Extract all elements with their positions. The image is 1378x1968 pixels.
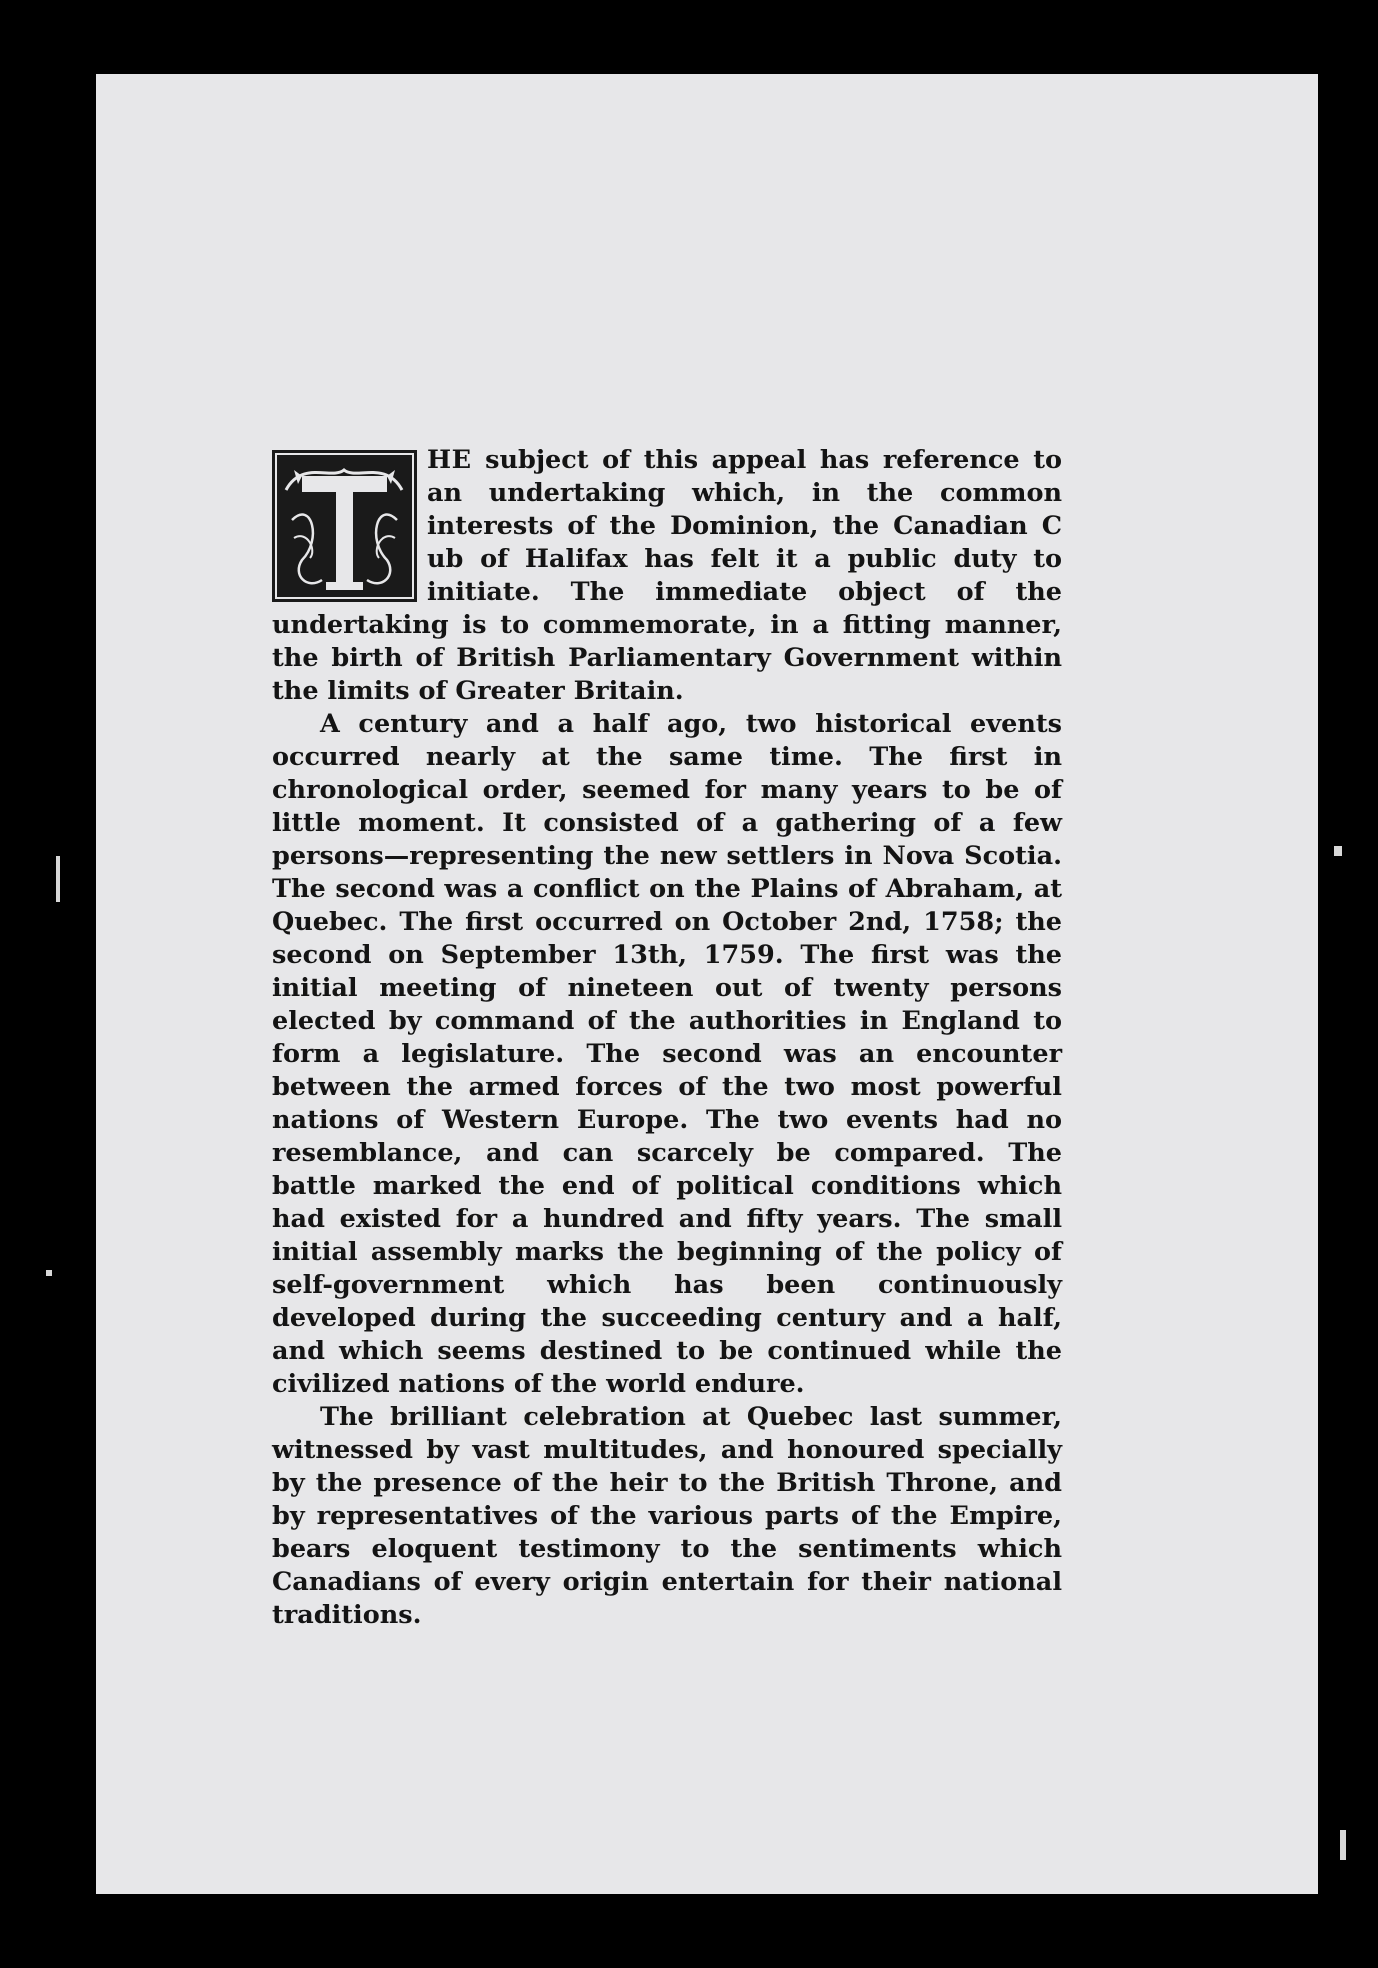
document-page: [96, 74, 1318, 1894]
paragraph-1-text: subject of this appeal has reference to an undertaking which, in the common interests of the Dominion, the Canadian C ub of Halifax has felt it a public duty to initiate. The immediate object of the undertaking is to commemorate, in a fitting manner, the birth of British Parliamentary Government within the limits of Greater Britain.: [272, 445, 1062, 706]
paragraph-1: [272, 444, 1062, 708]
paragraph-1-lead: HE: [427, 445, 472, 475]
drop-cap-ornament: [272, 450, 417, 602]
scan-artifact: [46, 1270, 52, 1276]
scan-artifact: [56, 856, 60, 902]
paragraph-3: The brilliant celebration at Quebec last summer, witnessed by vast multitudes, and honoured specially by the presence of the heir to the British Throne, and by representatives of the various parts of the Empire, bears eloquent testimony to the sentiments which Canadians of every origin entertain for their national traditions.: [272, 1402, 1062, 1630]
paragraph-2: A century and a half ago, two historical events occurred nearly at the same time. The first in chronological order, seemed for many years to be of little moment. It consisted of a gathering of a few persons—representing the new settlers in Nova Scotia. The second was a conflict on the Plains of Abraham, at Quebec. The first occurred on October 2nd, 1758; the second on September 13th, 1759. The first was the initial meeting of nineteen out of twenty persons elected by command of the authorities in England to form a legislature. The second was an encounter between the armed forces of the two most powerful nations of Western Europe. The two events had no resemblance, and can scarcely be compared. The battle marked the end of political conditions which had existed for a hundred and fifty years. The small initial assembly marks the beginning of the policy of self-government which has been continuously developed during the succeeding century and a half, and which seems destined to be continued while the civilized nations of the world endure.: [272, 709, 1062, 1399]
body-text: [272, 444, 1062, 1632]
scan-artifact: [1334, 846, 1342, 856]
ornamental-drop-cap: [272, 450, 417, 602]
scan-artifact: [1340, 1830, 1346, 1860]
